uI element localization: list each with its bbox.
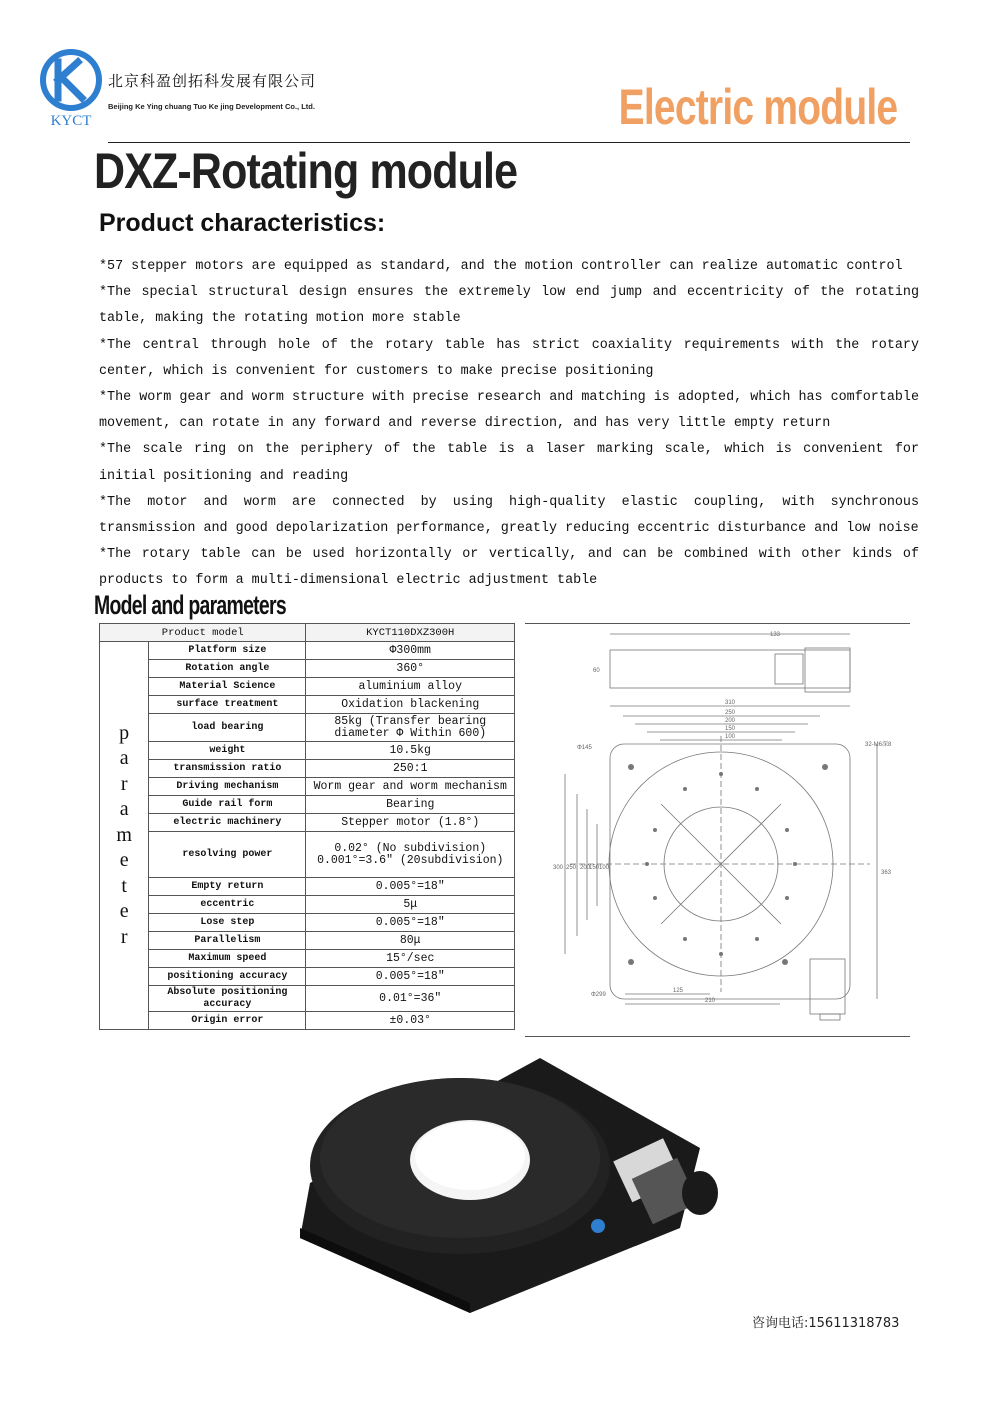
product-render-image: [300, 1048, 720, 1313]
table-row: [100, 642, 515, 660]
params-heading: Model and parameters: [94, 590, 286, 620]
param-value: 0.005°=18″: [306, 968, 515, 986]
technical-drawing-frame: [525, 623, 910, 1037]
param-value: 0.02° (No subdivision) 0.001°=3.6″ (20subdivision): [306, 832, 515, 878]
param-value: 0.005°=18″: [306, 878, 515, 896]
table-row: [100, 914, 515, 932]
dim-label: 150: [589, 865, 600, 871]
dim-label: 100: [725, 734, 736, 740]
param-value: Oxidation blackening: [306, 696, 515, 714]
param-value: aluminium alloy: [306, 678, 515, 696]
table-row: [100, 986, 515, 1012]
table-row: [100, 696, 515, 714]
characteristic-item: *The motor and worm are connected by using high-quality elastic coupling, with synchronous transmission and good depolarization performance, greatly reducing eccentric disturbance and low noise: [99, 494, 919, 537]
table-row: [100, 950, 515, 968]
param-value: 85kg (Transfer bearing diameter Φ Within 600): [306, 714, 515, 742]
table-row: [100, 714, 515, 742]
param-name: Lose step: [149, 914, 306, 932]
parameter-vertical-label: [100, 642, 149, 1030]
param-value: Worm gear and worm mechanism: [306, 778, 515, 796]
table-row: [100, 932, 515, 950]
table-row: [100, 796, 515, 814]
param-value: 5μ: [306, 896, 515, 914]
param-name: weight: [149, 742, 306, 760]
table-row: [100, 968, 515, 986]
vertical-letter: r: [120, 772, 128, 795]
param-name: eccentric: [149, 896, 306, 914]
dim-label: 250: [725, 710, 736, 716]
logo-text: KYCT: [50, 113, 92, 129]
dim-label: 310: [725, 700, 736, 706]
table-row: [100, 742, 515, 760]
characteristic-item: *The scale ring on the periphery of the table is a laser marking scale, which is convenient for initial positioning and reading: [99, 442, 919, 484]
characteristics-list: [99, 254, 919, 595]
table-row: [100, 832, 515, 878]
param-name: Maximum speed: [149, 950, 306, 968]
param-value: 0.005°=18″: [306, 914, 515, 932]
vertical-letter: t: [121, 874, 127, 897]
dim-label: 363: [881, 870, 892, 876]
dim-label: Φ299: [591, 992, 606, 998]
vertical-letter: a: [119, 747, 129, 770]
param-value: 80μ: [306, 932, 515, 950]
table-row: [100, 760, 515, 778]
vertical-letter: r: [120, 925, 128, 948]
dim-label: 300: [553, 865, 564, 871]
param-value: 15°/sec: [306, 950, 515, 968]
company-name-en: Beijing Ke Ying chuang Tuo Ke jing Development Co., Ltd.: [108, 102, 315, 111]
contact-phone: 咨询电话:15611318783: [752, 1316, 900, 1331]
param-value: Stepper motor (1.8°): [306, 814, 515, 832]
dim-label: Φ145: [577, 745, 592, 751]
dim-label: 125: [673, 988, 684, 994]
company-name-cn: 北京科盈创拓科发展有限公司: [108, 72, 317, 90]
parameter-table: [99, 623, 515, 1030]
param-value: 10.5kg: [306, 742, 515, 760]
product-title: DXZ-Rotating module: [94, 143, 518, 199]
characteristic-item: *The special structural design ensures the extremely low end jump and eccentricity of the rotating table, making the rotating motion more stable: [99, 285, 919, 327]
section-title: Electric module: [618, 79, 897, 135]
param-name: load bearing: [149, 714, 306, 742]
characteristics-heading: Product characteristics:: [99, 209, 386, 237]
vertical-letter: a: [119, 798, 129, 821]
param-name: Rotation angle: [149, 660, 306, 678]
kyct-logo: [38, 48, 108, 130]
table-row: [100, 624, 515, 642]
param-name: Empty return: [149, 878, 306, 896]
param-name: electric machinery: [149, 814, 306, 832]
vertical-letter: m: [116, 823, 132, 846]
param-value: 360°: [306, 660, 515, 678]
vertical-letter: e: [119, 849, 129, 872]
param-name: Origin error: [149, 1012, 306, 1030]
dim-label: 60: [593, 668, 600, 674]
model-value: KYCT110DXZ300H: [306, 624, 515, 642]
characteristic-item: *The rotary table can be used horizontally or vertically, and can be combined with other kinds of products to form a multi-dimensional electric adjustment table: [99, 547, 919, 589]
param-name: surface treatment: [149, 696, 306, 714]
param-value: Φ300mm: [306, 642, 515, 660]
param-name: transmission ratio: [149, 760, 306, 778]
characteristic-item: *57 stepper motors are equipped as standard, and the motion controller can realize automatic control: [99, 259, 903, 274]
technical-drawing: [525, 624, 910, 1036]
dim-label: 200: [580, 865, 591, 871]
dim-label: 210: [705, 998, 716, 1004]
param-name: resolving power: [149, 832, 306, 878]
table-row: [100, 778, 515, 796]
dim-label: 250: [566, 865, 577, 871]
table-row: [100, 896, 515, 914]
model-label: Product model: [100, 624, 306, 642]
table-row: [100, 1012, 515, 1030]
param-name: Guide rail form: [149, 796, 306, 814]
dim-label: 150: [725, 726, 736, 732]
param-name: Driving mechanism: [149, 778, 306, 796]
param-name: Absolute positioning accuracy: [149, 986, 306, 1012]
dim-label: 100: [599, 865, 610, 871]
dim-label: 133: [770, 632, 781, 638]
characteristic-item: *The central through hole of the rotary table has strict coaxiality requirements with the rotary center, which is convenient for customers to make precise positioning: [99, 337, 919, 379]
param-name: Parallelism: [149, 932, 306, 950]
param-name: positioning accuracy: [149, 968, 306, 986]
param-name: Platform size: [149, 642, 306, 660]
param-name: Material Science: [149, 678, 306, 696]
table-row: [100, 678, 515, 696]
vertical-letter: e: [119, 900, 129, 923]
dim-label: 200: [725, 718, 736, 724]
param-value: ±0.03°: [306, 1012, 515, 1030]
dim-label: 32-M6深8: [865, 742, 892, 748]
table-row: [100, 814, 515, 832]
vertical-letter: p: [119, 721, 130, 744]
table-row: [100, 660, 515, 678]
param-value: Bearing: [306, 796, 515, 814]
table-row: [100, 878, 515, 896]
param-value: 250:1: [306, 760, 515, 778]
characteristic-item: *The worm gear and worm structure with precise research and matching is adopted, which has comfortable movement, can rotate in any forward and reverse direction, and has very little empty return: [99, 390, 919, 432]
param-value: 0.01°=36″: [306, 986, 515, 1012]
